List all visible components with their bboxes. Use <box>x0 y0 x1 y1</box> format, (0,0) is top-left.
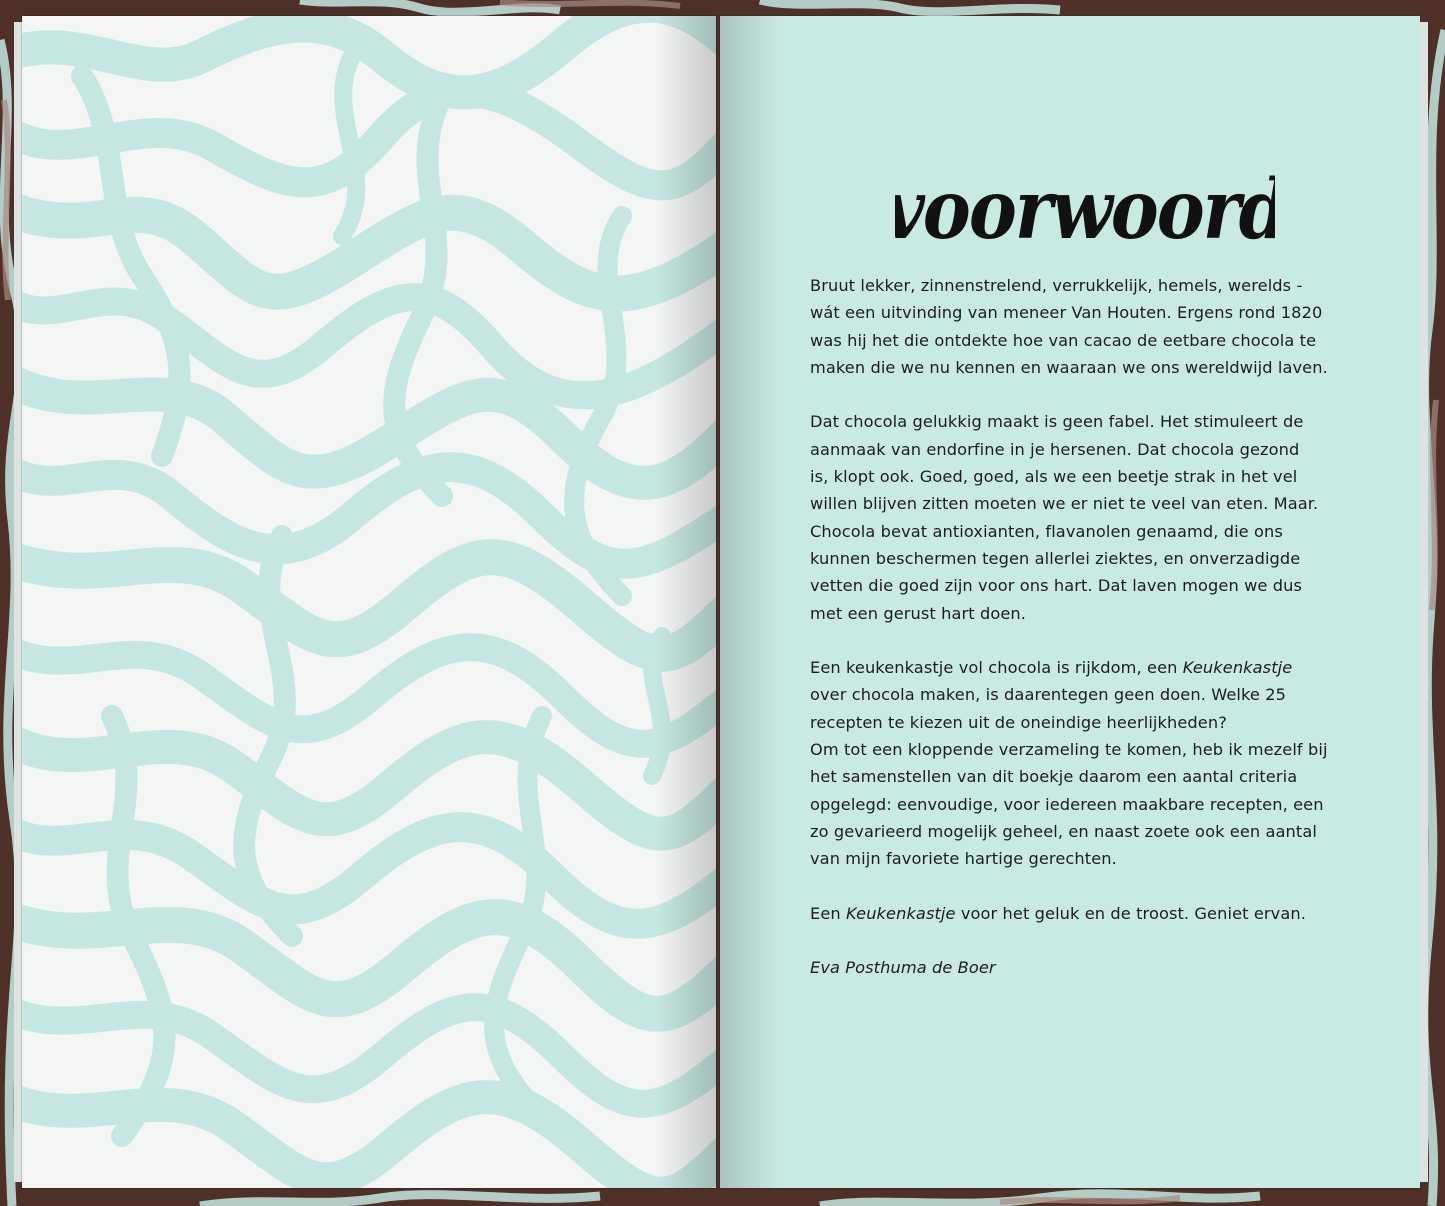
text-line: wát een uitvinding van meneer Van Houten. Ergens rond 1820 <box>810 303 1323 323</box>
page-title <box>895 160 1275 270</box>
text-line <box>810 900 1390 927</box>
text-line: het samenstellen van dit boekje daarom een aantal criteria <box>810 767 1298 787</box>
left-page-edges <box>14 22 22 1182</box>
paragraph-1 <box>810 272 1390 381</box>
text-line: Om tot een kloppende verzameling te komen, heb ik mezelf bij <box>810 740 1328 760</box>
text-line <box>810 654 1390 681</box>
text-line: was hij het die ontdekte hoe van cacao de eetbare chocola te <box>810 330 1317 350</box>
text-line: maken die we nu kennen en waaraan we ons wereldwijd laven. <box>810 357 1328 377</box>
italic-title: Keukenkastje <box>1182 658 1293 678</box>
text-line: recepten te kiezen uit de oneindige heerlijkheden? <box>810 712 1227 732</box>
text-line: vetten die goed zijn voor ons hart. Dat laven mogen we dus <box>810 576 1302 596</box>
text-line: kunnen beschermen tegen allerlei ziektes, en onverzadigde <box>810 548 1301 568</box>
paragraph-3 <box>810 654 1390 872</box>
text-line: zo gevarieerd mogelijk geheel, en naast zoete ook een aantal <box>810 821 1317 841</box>
svg-text:voorwoord: voorwoord <box>895 161 1275 259</box>
paragraph-4 <box>810 900 1390 927</box>
italic-title: Keukenkastje <box>846 903 956 923</box>
text-line: Dat chocola gelukkig maakt is geen fabel. Het stimuleert de <box>810 412 1304 432</box>
left-page-swirl-illustration <box>22 16 716 1188</box>
author-name: Eva Posthuma de Boer <box>810 958 996 978</box>
text-line: is, klopt ook. Goed, goed, als we een beetje strak in het vel <box>810 467 1298 487</box>
right-page-edges <box>1420 22 1428 1182</box>
text-segment: Een keukenkastje vol chocola is rijkdom, een <box>810 658 1183 678</box>
text-line: van mijn favoriete hartige gerechten. <box>810 849 1117 869</box>
text-segment: voor het geluk en de troost. Geniet ervan. <box>955 903 1306 923</box>
text-line: aanmaak van endorfine in je hersenen. Dat chocola gezond <box>810 439 1300 459</box>
text-line: willen blijven zitten moeten we er niet te veel van eten. Maar. <box>810 494 1319 514</box>
text-line: met een gerust hart doen. <box>810 603 1026 623</box>
signature <box>810 954 1390 981</box>
text-line: Chocola bevat antioxianten, flavanolen genaamd, die ons <box>810 521 1283 541</box>
page-title-lettering <box>895 160 1275 270</box>
text-line: over chocola maken, is daarentegen geen doen. Welke 25 <box>810 685 1287 705</box>
paragraph-2 <box>810 408 1390 626</box>
swirl-pattern <box>22 16 716 1188</box>
foreword-text <box>810 272 1390 1009</box>
text-line: Bruut lekker, zinnenstrelend, verrukkelijk, hemels, werelds - <box>810 276 1303 295</box>
text-line: opgelegd: eenvoudige, voor iedereen maakbare recepten, een <box>810 794 1324 814</box>
text-segment: Een <box>810 903 846 923</box>
